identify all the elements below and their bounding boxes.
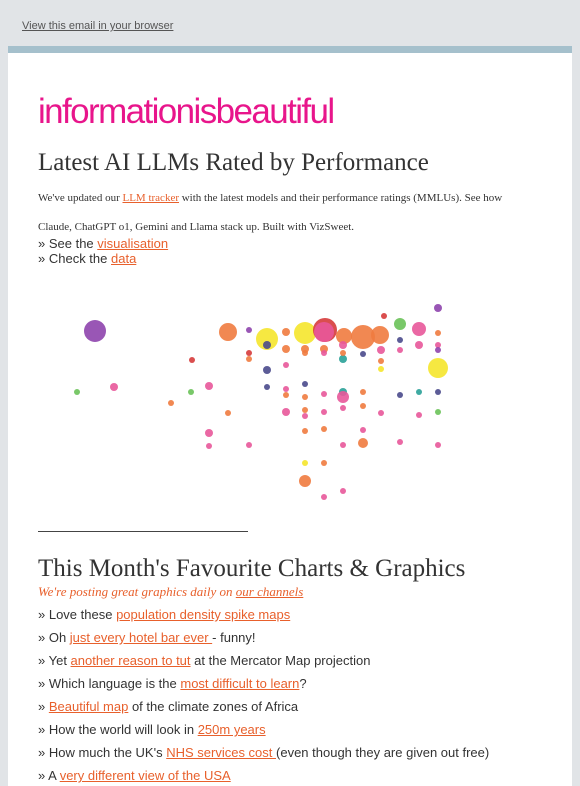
bubble-mark — [412, 322, 426, 336]
bubble-mark — [377, 346, 385, 354]
llm-tracker-link[interactable]: LLM tracker — [122, 192, 179, 204]
bubble-mark — [337, 391, 349, 403]
bubble-mark — [339, 341, 347, 349]
item-prefix: » Love these — [38, 607, 117, 622]
list-item — [38, 653, 370, 668]
bullet-prefix: » Check the — [38, 251, 111, 266]
bubble-mark — [397, 347, 403, 353]
bubble-mark — [321, 409, 327, 415]
bubble-mark — [435, 330, 441, 336]
item-prefix: » How much the UK's — [38, 745, 167, 760]
bubble-mark — [321, 460, 327, 466]
bubble-mark — [397, 392, 403, 398]
bubble-mark — [206, 443, 212, 449]
bubble-mark — [434, 304, 442, 312]
bubble-mark — [378, 366, 384, 372]
bullet-check-data — [38, 251, 136, 266]
bubble-mark — [302, 428, 308, 434]
bubble-mark — [302, 381, 308, 387]
bubble-mark — [205, 382, 213, 390]
bubble-mark — [360, 389, 366, 395]
bubble-mark — [360, 403, 366, 409]
bubble-mark — [282, 328, 290, 336]
bubble-mark — [321, 391, 327, 397]
llm-bubble-visualisation[interactable] — [68, 293, 488, 503]
visualisation-link[interactable]: visualisation — [97, 236, 169, 251]
bubble-mark — [435, 442, 441, 448]
bubble-mark — [394, 318, 406, 330]
bubble-mark — [263, 341, 271, 349]
bubble-mark — [263, 366, 271, 374]
item-prefix: » Oh — [38, 630, 70, 645]
bubble-mark — [302, 413, 308, 419]
bubble-mark — [415, 341, 423, 349]
bubble-mark — [246, 327, 252, 333]
bubble-mark — [168, 400, 174, 406]
bubble-mark — [339, 355, 347, 363]
item-suffix: at the Mercator Map projection — [190, 653, 371, 668]
list-item — [38, 676, 307, 691]
bubble-mark — [416, 412, 422, 418]
list-item — [38, 630, 256, 645]
bullet-see-visualisation — [38, 236, 168, 251]
bubble-mark — [360, 351, 366, 357]
bubble-mark — [219, 323, 237, 341]
intro-text-pre: We've updated our — [38, 192, 123, 204]
mercator-link[interactable]: another reason to tut — [70, 653, 191, 668]
bubble-mark — [282, 408, 290, 416]
bubble-mark — [397, 337, 403, 343]
bubble-mark — [84, 320, 106, 342]
bubble-mark — [299, 475, 311, 487]
item-prefix: » — [38, 699, 49, 714]
bubble-mark — [378, 410, 384, 416]
bubble-mark — [340, 405, 346, 411]
bubble-mark — [321, 494, 327, 500]
bubble-mark — [205, 429, 213, 437]
list-item — [38, 745, 489, 760]
bubble-mark — [283, 386, 289, 392]
bubble-mark — [246, 442, 252, 448]
nhs-costs-link[interactable]: NHS services cost — [166, 745, 277, 760]
item-prefix: » A — [38, 768, 60, 783]
view-in-browser-link[interactable]: View this email in your browser — [22, 20, 174, 32]
bubble-mark — [189, 357, 195, 363]
list-item — [38, 607, 290, 622]
bubble-mark — [435, 389, 441, 395]
bubble-mark — [302, 460, 308, 466]
bubble-mark — [188, 389, 194, 395]
data-link[interactable]: data — [111, 251, 137, 266]
section-title-favourites: This Month's Favourite Charts & Graphics — [38, 555, 466, 582]
item-suffix: (even though they are given out free) — [276, 745, 490, 760]
item-suffix: of the climate zones of Africa — [128, 699, 299, 714]
bubble-mark — [321, 426, 327, 432]
our-channels-link[interactable]: our channels — [235, 584, 304, 599]
section-title-llm: Latest AI LLMs Rated by Performance — [38, 149, 429, 176]
bubble-mark — [294, 322, 316, 344]
250m-years-link[interactable]: 250m years — [197, 722, 266, 737]
bubble-mark — [371, 326, 389, 344]
hotel-bar-link[interactable]: just every hotel bar ever — [69, 630, 213, 645]
item-prefix: » Which language is the — [38, 676, 181, 691]
bubble-mark — [283, 362, 289, 368]
bubble-mark — [360, 427, 366, 433]
difficult-language-link[interactable]: most difficult to learn — [180, 676, 300, 691]
email-body — [8, 46, 572, 786]
email-preheader — [0, 0, 580, 46]
list-item — [38, 722, 266, 737]
bubble-mark — [397, 439, 403, 445]
spike-maps-link[interactable]: population density spike maps — [116, 607, 291, 622]
bubble-mark — [340, 350, 346, 356]
africa-map-link[interactable]: Beautiful map — [48, 699, 129, 714]
bubble-mark — [283, 392, 289, 398]
bubble-mark — [314, 322, 334, 342]
llm-intro-paragraph — [38, 184, 538, 242]
section-divider — [38, 531, 248, 532]
item-prefix: » Yet — [38, 653, 71, 668]
bubble-mark — [321, 350, 327, 356]
bubble-mark — [381, 313, 387, 319]
bubble-mark — [340, 488, 346, 494]
bubble-mark — [74, 389, 80, 395]
bubble-mark — [302, 350, 308, 356]
bubble-mark — [225, 410, 231, 416]
bubble-mark — [282, 345, 290, 353]
intro-text-post: with the latest models and their performance ratings (MMLUs). See how Claude, ChatGPT o1, Gemini and Llama stack up. Built with VizSweet. — [38, 192, 503, 233]
bubble-mark — [264, 384, 270, 390]
bubble-mark — [435, 409, 441, 415]
bubble-mark — [435, 347, 441, 353]
list-item — [38, 699, 298, 714]
bubble-mark — [302, 407, 308, 413]
bubble-mark — [246, 356, 252, 362]
list-item — [38, 768, 231, 783]
item-prefix: » How the world will look in — [38, 722, 198, 737]
bubble-mark — [378, 358, 384, 364]
bubble-mark — [302, 394, 308, 400]
bubble-mark — [340, 442, 346, 448]
bubble-mark — [428, 358, 448, 378]
usa-view-link[interactable]: very different view of the USA — [59, 768, 231, 783]
bubble-mark — [416, 389, 422, 395]
item-suffix: - funny! — [212, 630, 256, 645]
bullet-prefix: » See the — [38, 236, 98, 251]
item-suffix: ? — [299, 676, 307, 691]
channels-tagline — [38, 584, 303, 600]
bubble-mark — [110, 383, 118, 391]
bubble-mark — [358, 438, 368, 448]
brand-logo[interactable]: informationisbeautiful — [38, 92, 334, 131]
bubble-mark — [246, 350, 252, 356]
tagline-text: We're posting great graphics daily on — [38, 584, 236, 599]
